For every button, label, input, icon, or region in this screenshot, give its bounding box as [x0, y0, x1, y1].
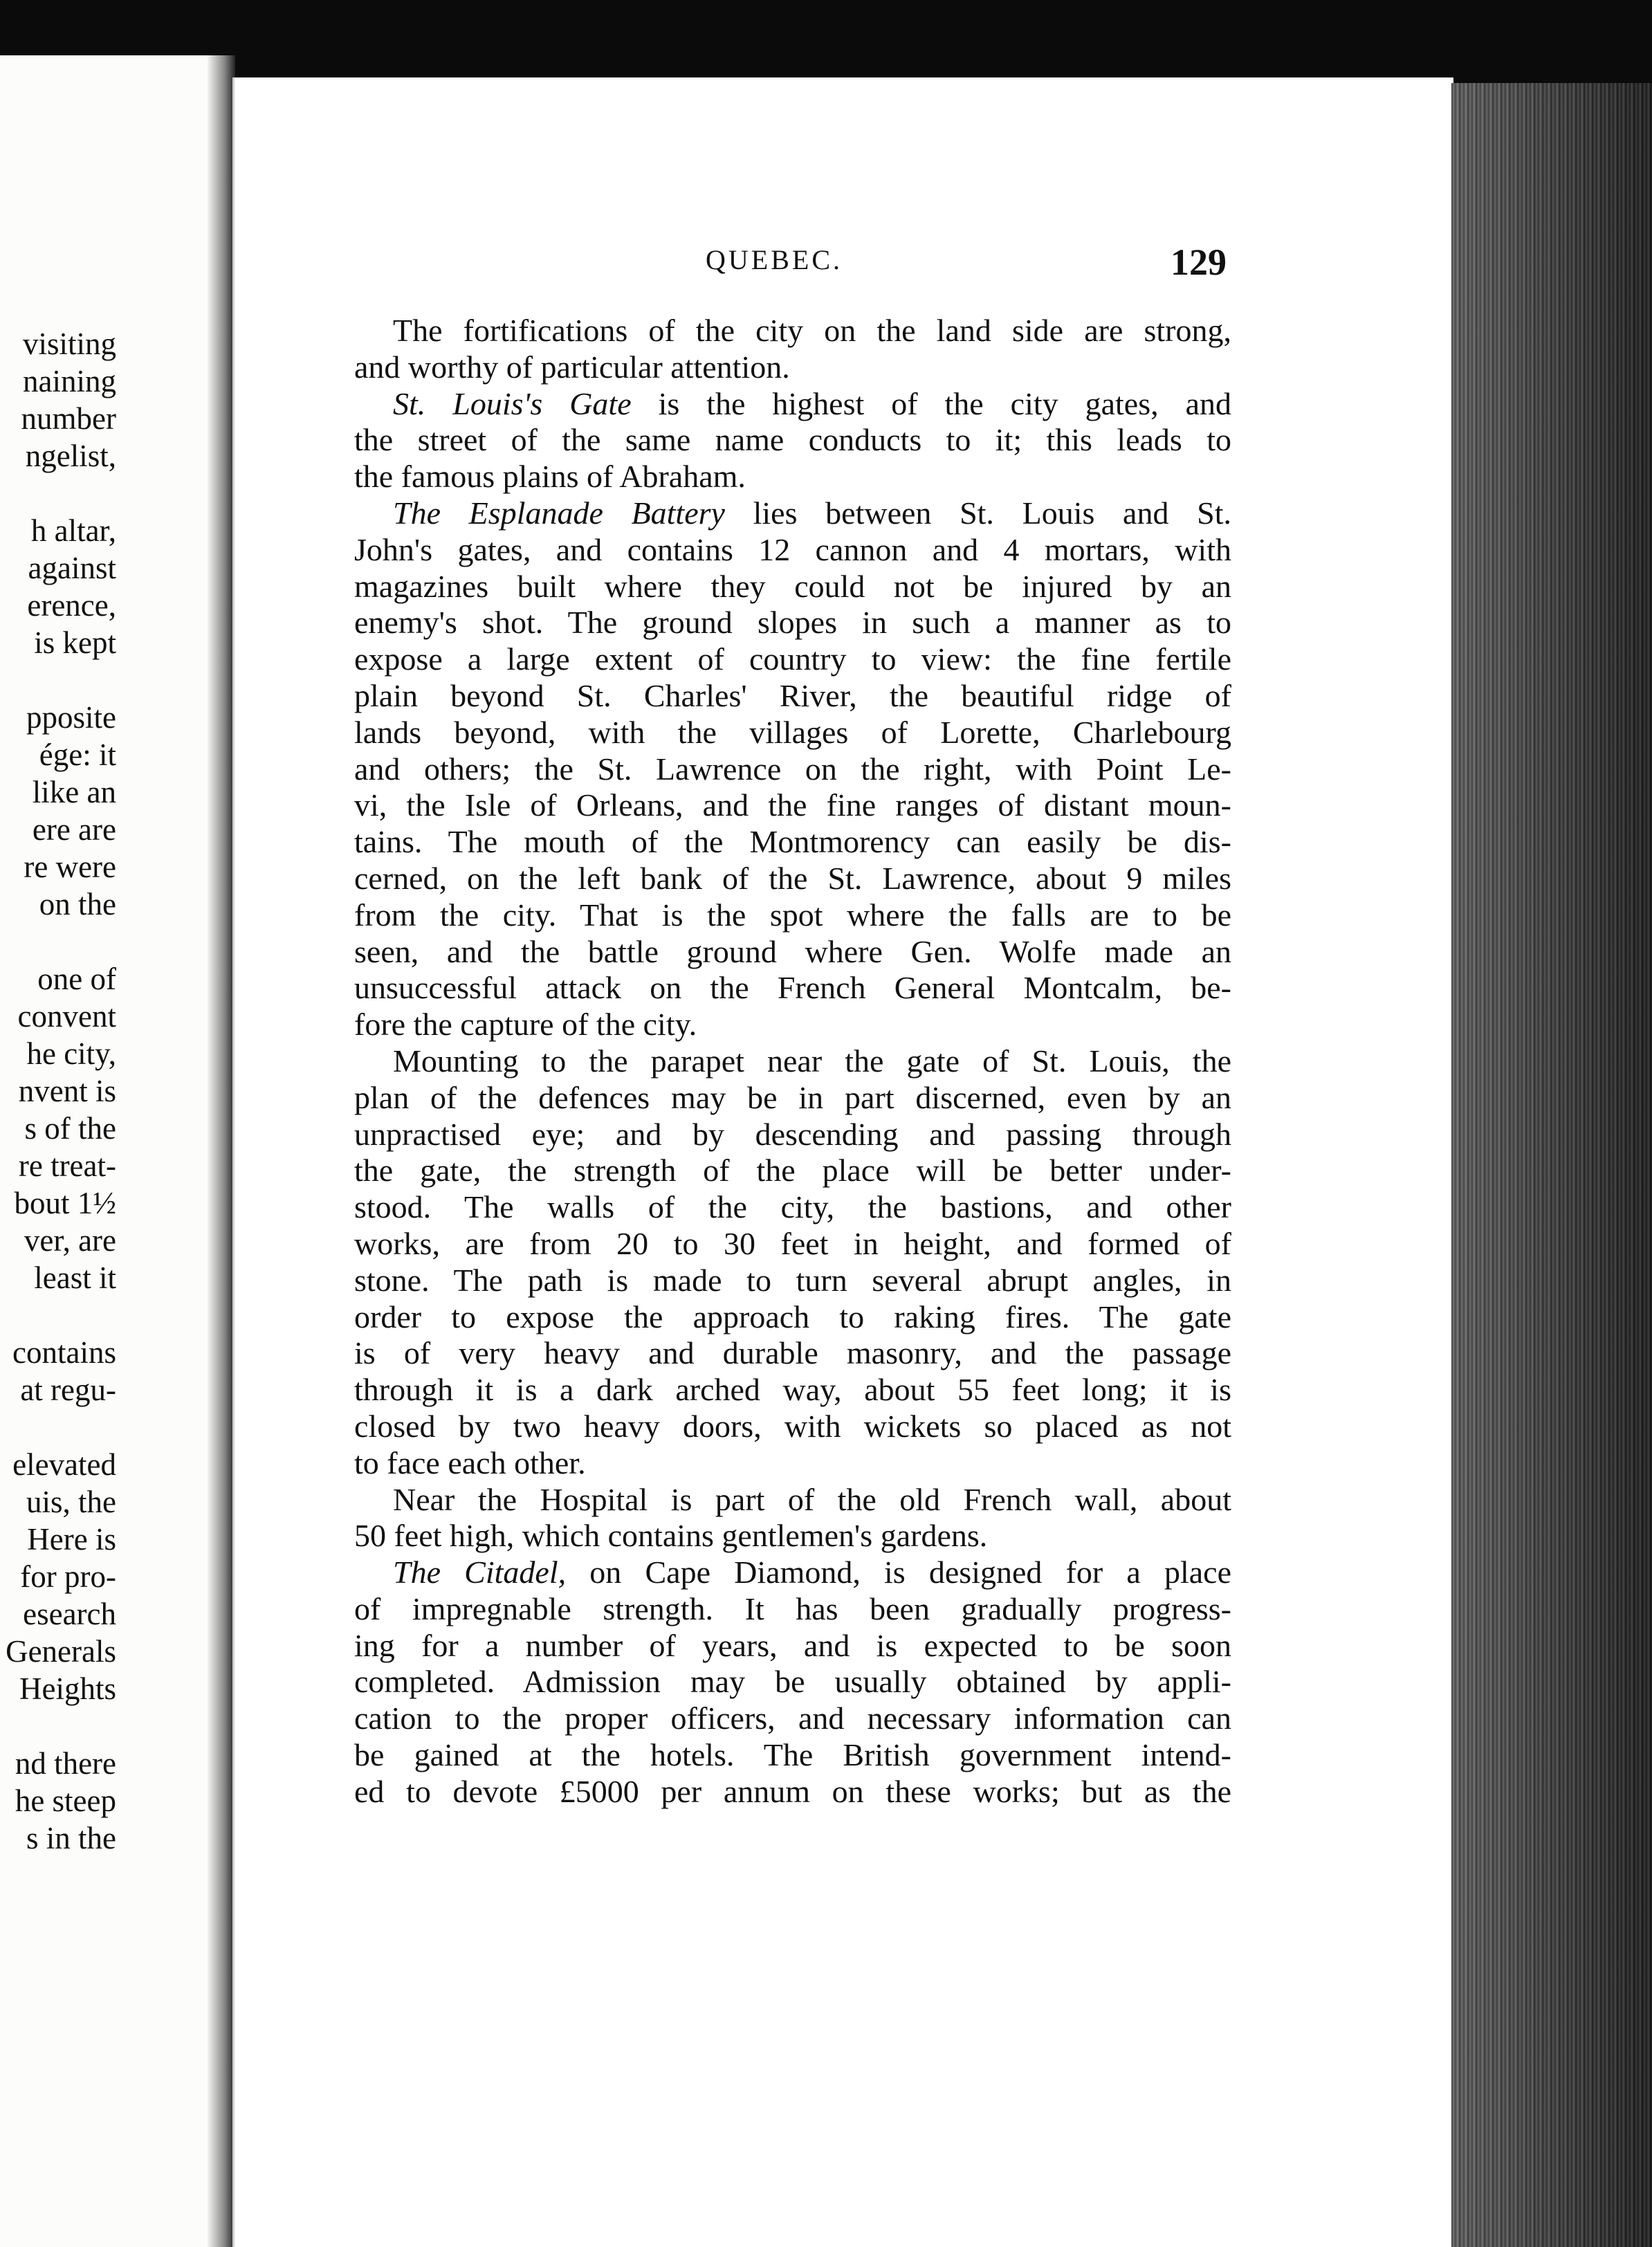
line-text: stood. The walls of the city, the bastions, and other: [354, 1189, 1231, 1225]
text-line: [354, 1518, 1231, 1554]
line-text: Near the Hospital is part of the old French wall, about: [393, 1481, 1231, 1517]
line-text: cerned, on the left bank of the St. Lawrence, about 9 miles: [354, 860, 1231, 896]
text-line: [354, 422, 1231, 459]
facing-page-line: [6, 475, 116, 512]
line-text: and others; the St. Lawrence on the right, with Point Le-: [354, 751, 1231, 787]
text-line: [354, 1299, 1231, 1336]
line-text: of impregnable strength. It has been gradually progress-: [354, 1590, 1231, 1626]
line-text: the street of the same name conducts to it; this leads to: [354, 422, 1231, 458]
line-text: ing for a number of years, and is expected to be soon: [354, 1627, 1231, 1663]
text-line: [354, 1628, 1231, 1664]
text-line: [354, 641, 1231, 678]
paragraph: [354, 1554, 1231, 1810]
line-text: plan of the defences may be in part discerned, even by an: [354, 1079, 1231, 1115]
italic-heading: St. Louis's Gate: [393, 385, 632, 421]
text-line: [354, 1007, 1231, 1043]
running-head: QUEBEC.: [706, 244, 843, 275]
italic-heading: The Esplanade Battery: [393, 495, 725, 531]
text-line: [354, 1263, 1231, 1299]
line-text: lands beyond, with the villages of Lorette, Charlebourg: [354, 714, 1231, 750]
facing-page-line: nvent is: [18, 1074, 116, 1108]
body-text: [354, 313, 1231, 1810]
text-line: [354, 313, 1231, 349]
text-line: [354, 824, 1231, 861]
facing-page-line: esearch: [23, 1597, 116, 1631]
book-gutter: [208, 55, 235, 2247]
text-line: [354, 495, 1231, 532]
facing-page-line: is kept: [34, 625, 116, 660]
facing-page-line: Heights: [19, 1671, 116, 1706]
facing-page-line: least it: [34, 1260, 116, 1295]
facing-page-line: against: [28, 551, 116, 585]
line-text: magazines built where they could not be injured by an: [354, 568, 1231, 604]
facing-page-line: ere are: [32, 812, 116, 847]
facing-page-line: nd there: [15, 1746, 116, 1781]
facing-page-text: [6, 325, 116, 1857]
line-text: 50 feet high, which contains gentlemen's gardens.: [354, 1518, 988, 1554]
text-line: [354, 1335, 1231, 1372]
facing-page-line: visiting: [22, 327, 116, 361]
line-text: the famous plains of Abraham.: [354, 459, 746, 495]
text-line: [354, 1700, 1231, 1737]
text-line: [354, 715, 1231, 751]
text-line: [354, 1080, 1231, 1117]
line-text: fore the capture of the city.: [354, 1007, 697, 1043]
facing-page-line: h altar,: [30, 513, 116, 548]
facing-page-line: re treat-: [18, 1148, 116, 1183]
line-text: to face each other.: [354, 1444, 586, 1480]
text-line: [354, 569, 1231, 605]
text-line: [354, 1153, 1231, 1189]
text-line: [354, 1409, 1231, 1445]
text-line: [354, 934, 1231, 971]
text-line: [354, 532, 1231, 569]
facing-page-line: [6, 661, 116, 699]
line-text: order to expose the approach to raking fires. The gate: [354, 1299, 1231, 1335]
line-text: lies between St. Louis and St.: [724, 495, 1231, 531]
line-text: enemy's shot. The ground slopes in such a manner as to: [354, 605, 1231, 641]
text-line: [354, 1043, 1231, 1080]
line-text: The fortifications of the city on the land side are strong,: [393, 313, 1231, 348]
facing-page-line: s of the: [24, 1111, 116, 1146]
line-text: cation to the proper officers, and necessary information can: [354, 1700, 1231, 1736]
line-text: on Cape Diamond, is designed for a place: [566, 1554, 1231, 1590]
text-line: [354, 1226, 1231, 1263]
text-line: [354, 1664, 1231, 1700]
page-number: 129: [1171, 241, 1227, 283]
text-line: [354, 1189, 1231, 1226]
paragraph: [354, 313, 1231, 386]
facing-page-line: [6, 1296, 116, 1334]
facing-page-line: s in the: [26, 1821, 116, 1855]
facing-page-line: at regu-: [20, 1373, 116, 1407]
line-text: unpractised eye; and by descending and passing through: [354, 1116, 1231, 1152]
facing-page-line: ver, are: [24, 1223, 116, 1258]
italic-heading: The Citadel,: [393, 1554, 567, 1590]
text-line: [354, 1445, 1231, 1482]
facing-page-line: number: [21, 401, 116, 436]
line-text: is of very heavy and durable masonry, and the passage: [354, 1335, 1231, 1371]
facing-page-line: one of: [37, 962, 116, 996]
paragraph: [354, 386, 1231, 495]
text-line: [354, 1117, 1231, 1153]
text-line: [354, 605, 1231, 641]
line-text: unsuccessful attack on the French General Montcalm, be-: [354, 970, 1231, 1006]
line-text: vi, the Isle of Orleans, and the fine ranges of distant moun-: [354, 787, 1231, 823]
line-text: ed to devote £5000 per annum on these works; but as the: [354, 1773, 1231, 1809]
text-line: [354, 897, 1231, 934]
line-text: tains. The mouth of the Montmorency can easily be dis-: [354, 824, 1231, 860]
page-edges: [1451, 83, 1652, 2247]
text-line: [354, 1774, 1231, 1810]
text-line: [354, 1554, 1231, 1591]
text-line: [354, 861, 1231, 897]
facing-page-line: pposite: [26, 700, 116, 735]
facing-page-line: he steep: [15, 1783, 116, 1818]
facing-page-line: he city,: [26, 1036, 116, 1071]
line-text: plain beyond St. Charles' River, the beautiful ridge of: [354, 677, 1231, 713]
paragraph: [354, 1043, 1231, 1482]
paragraph: [354, 1482, 1231, 1555]
line-text: closed by two heavy doors, with wickets so placed as not: [354, 1408, 1231, 1444]
facing-page-line: [6, 1707, 116, 1745]
facing-page-line: contains: [12, 1335, 116, 1370]
facing-page-line: Generals: [6, 1634, 116, 1669]
line-text: be gained at the hotels. The British government intend-: [354, 1737, 1231, 1773]
text-line: [354, 386, 1231, 423]
text-line: [354, 970, 1231, 1007]
line-text: through it is a dark arched way, about 55 feet long; it is: [354, 1372, 1231, 1408]
line-text: and worthy of particular attention.: [354, 349, 790, 385]
line-text: completed. Admission may be usually obtained by appli-: [354, 1664, 1231, 1700]
text-line: [354, 349, 1231, 386]
text-line: [354, 1591, 1231, 1628]
facing-page-line: [6, 923, 116, 960]
line-text: is the highest of the city gates, and: [631, 385, 1231, 421]
line-text: Mounting to the parapet near the gate of St. Louis, the: [393, 1043, 1231, 1079]
facing-page-line: for pro-: [20, 1559, 116, 1594]
text-line: [354, 1372, 1231, 1409]
line-text: from the city. That is the spot where the falls are to be: [354, 897, 1231, 933]
line-text: works, are from 20 to 30 feet in height, and formed of: [354, 1225, 1231, 1261]
line-text: expose a large extent of country to view: the fine fertile: [354, 641, 1231, 677]
text-line: [354, 678, 1231, 715]
facing-page: [0, 55, 228, 2247]
facing-page-line: like an: [32, 775, 116, 809]
text-line: [354, 1737, 1231, 1774]
paragraph: [354, 495, 1231, 1043]
line-text: stone. The path is made to turn several abrupt angles, in: [354, 1262, 1231, 1298]
facing-page-line: erence,: [27, 588, 116, 623]
facing-page-line: convent: [17, 999, 116, 1034]
text-line: [354, 787, 1231, 824]
facing-page-line: ngelist,: [25, 439, 116, 473]
facing-page-line: [6, 1409, 116, 1446]
line-text: John's gates, and contains 12 cannon and 4 mortars, with: [354, 531, 1231, 567]
facing-page-line: ége: it: [39, 737, 116, 772]
facing-page-line: on the: [39, 887, 116, 921]
facing-page-line: bout 1½: [14, 1186, 116, 1220]
facing-page-line: naining: [23, 364, 116, 398]
facing-page-line: Here is: [27, 1522, 116, 1557]
text-line: [354, 1482, 1231, 1519]
text-line: [354, 459, 1231, 495]
facing-page-line: uis, the: [26, 1485, 116, 1519]
line-text: the gate, the strength of the place will be better under-: [354, 1153, 1231, 1189]
text-line: [354, 751, 1231, 788]
facing-page-line: re were: [24, 850, 116, 884]
line-text: seen, and the battle ground where Gen. Wolfe made an: [354, 933, 1231, 969]
facing-page-line: elevated: [12, 1447, 116, 1482]
